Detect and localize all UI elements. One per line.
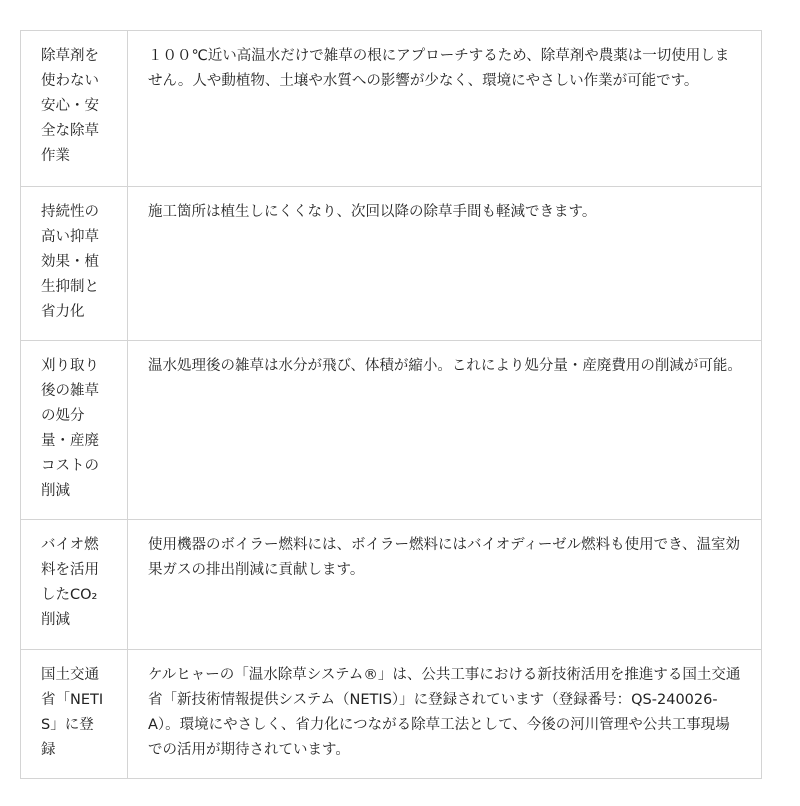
- table-row: [21, 650, 762, 779]
- feature-term-weed-suppression: 持続性の高い抑草効果・植生抑制と省力化: [21, 187, 128, 341]
- feature-description-herbicide-free: １００℃近い高温水だけで雑草の根にアプローチするため、除草剤や農薬は一切使用しません。人や動植物、土壌や水質への影響が少なく、環境にやさしい作業が可能です。: [128, 31, 762, 187]
- table-row: [21, 520, 762, 650]
- feature-term-biofuel-co2: バイオ燃料を活用したCO₂削減: [21, 520, 128, 650]
- feature-description-biofuel-co2: 使用機器のボイラー燃料には、ボイラー燃料にはバイオディーゼル燃料も使用でき、温室効果ガスの排出削減に貢献します。: [128, 520, 762, 650]
- table-row: [21, 341, 762, 520]
- feature-description-netis: ケルヒャーの「温水除草システム®」は、公共工事における新技術活用を推進する国土交通省「新技術情報提供システム（NETIS）」に登録されています（登録番号：QS-240026-A）。環境にやさしく、省力化につながる除草工法として、今後の河川管理や公共工事現場での活用が期待されています。: [128, 650, 762, 779]
- feature-term-disposal-reduction: 刈り取り後の雑草の処分量・産廃コストの削減: [21, 341, 128, 520]
- feature-description-disposal-reduction: 温水処理後の雑草は水分が飛び、体積が縮小。これにより処分量・産廃費用の削減が可能。: [128, 341, 762, 520]
- table-row: [21, 187, 762, 341]
- feature-term-netis: 国土交通省「NETIS」に登録: [21, 650, 128, 779]
- feature-table: [20, 30, 762, 779]
- feature-description-weed-suppression: 施工箇所は植生しにくくなり、次回以降の除草手間も軽減できます。: [128, 187, 762, 341]
- table-row: [21, 31, 762, 187]
- feature-term-herbicide-free: 除草剤を使わない安心・安全な除草作業: [21, 31, 128, 187]
